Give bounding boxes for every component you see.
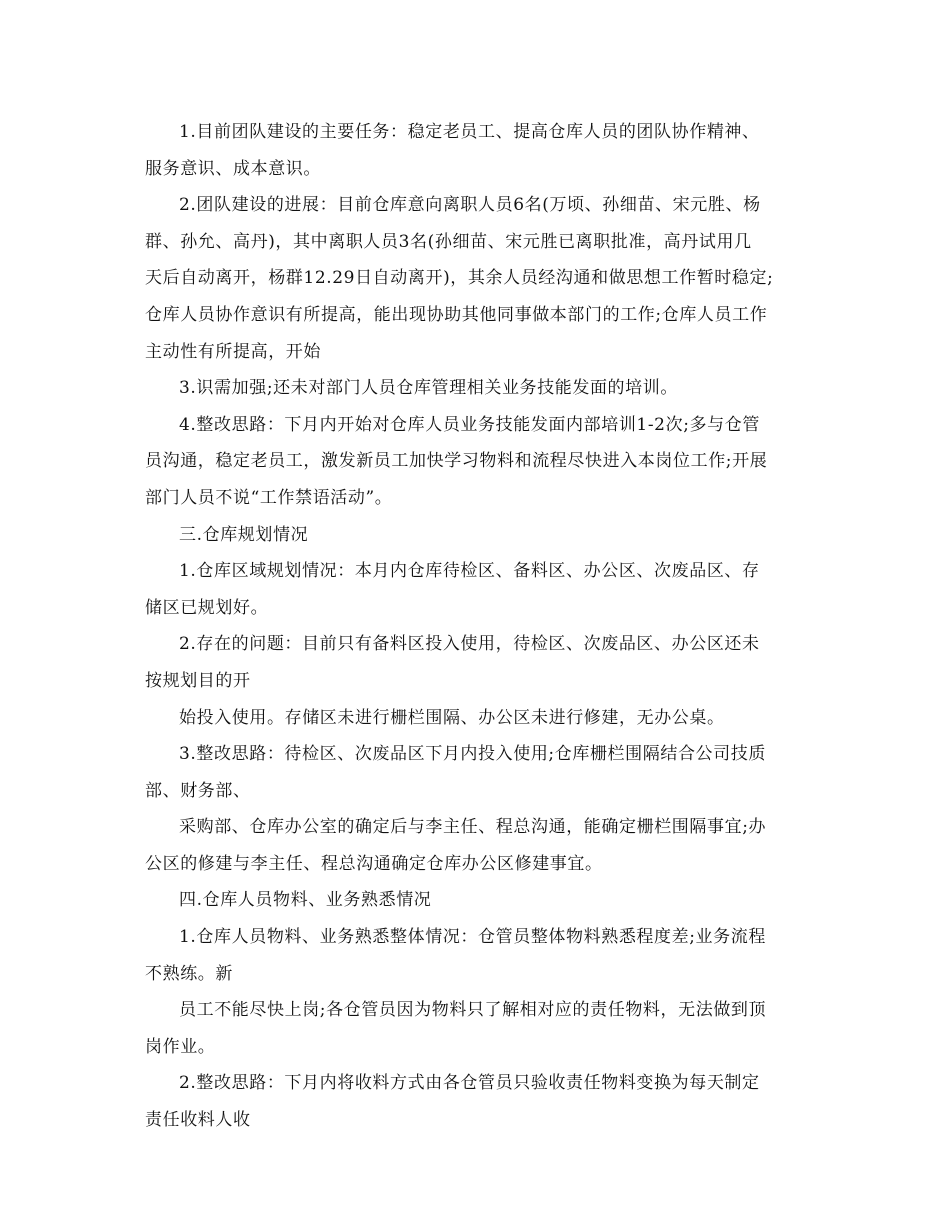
text-line: 主动性有所提高，开始 <box>145 341 321 362</box>
text-line: 2.整改思路：下月内将收料方式由各仓管员只验收责任物料变换为每天制定 <box>179 1073 760 1094</box>
text-line: 不熟练。新 <box>145 963 233 984</box>
text-line: 1.目前团队建设的主要任务：稳定老员工、提高仓库人员的团队协作精神、 <box>179 122 760 142</box>
text-line: 服务意识、成本意识。 <box>145 158 321 179</box>
text-line: 2.存在的问题：目前只有备料区投入使用，待检区、次废品区、办公区还未 <box>179 634 760 655</box>
text-line: 按规划目的开 <box>145 670 251 691</box>
text-line: 4.整改思路：下月内开始对仓库人员业务技能发面内部培训1-2次;多与仓管 <box>179 414 760 435</box>
text-line: 员沟通，稳定老员工，激发新员工加快学习物料和流程尽快进入本岗位工作;开展 <box>145 451 768 472</box>
document-body <box>145 114 810 1139</box>
text-line: 天后自动离开，杨群12.29日自动离开)，其余人员经沟通和做思想工作暂时稳定; <box>145 268 774 289</box>
text-line: 部、财务部、 <box>145 780 251 801</box>
text-line: 群、孙允、高丹)，其中离职人员3名(孙细苗、宋元胜已离职批准，高丹试用几 <box>145 231 752 252</box>
text-line: 1.仓库区域规划情况：本月内仓库待检区、备料区、办公区、次废品区、存 <box>179 561 760 582</box>
text-line: 三.仓库规划情况 <box>179 524 309 545</box>
text-line: 部门人员不说“工作禁语活动”。 <box>145 487 393 508</box>
text-line: 岗作业。 <box>145 1036 216 1057</box>
text-line: 3.识需加强;还未对部门人员仓库管理相关业务技能发面的培训。 <box>179 378 678 399</box>
text-line: 2.团队建设的进展：目前仓库意向离职人员6名(万顷、孙细苗、宋元胜、杨 <box>179 195 761 216</box>
text-line: 四.仓库人员物料、业务熟悉情况 <box>179 890 432 911</box>
text-line: 3.整改思路：待检区、次废品区下月内投入使用;仓库栅栏围隔结合公司技质 <box>179 744 766 765</box>
text-line: 采购部、仓库办公室的确定后与李主任、程总沟通，能确定栅栏围隔事宜;办 <box>179 817 767 838</box>
text-line: 仓库人员协作意识有所提高，能出现协助其他同事做本部门的工作;仓库人员工作 <box>145 304 768 325</box>
text-line: 责任收料人收 <box>145 1110 251 1131</box>
text-line: 员工不能尽快上岗;各仓管员因为物料只了解相对应的责任物料，无法做到顶 <box>179 1000 767 1021</box>
text-line: 1.仓库人员物料、业务熟悉整体情况：仓管员整体物料熟悉程度差;业务流程 <box>179 927 766 948</box>
text-line: 储区已规划好。 <box>145 597 269 618</box>
text-line: 始投入使用。存储区未进行栅栏围隔、办公区未进行修建，无办公桌。 <box>179 707 725 728</box>
text-line: 公区的修建与李主任、程总沟通确定仓库办公区修建事宜。 <box>145 853 603 874</box>
